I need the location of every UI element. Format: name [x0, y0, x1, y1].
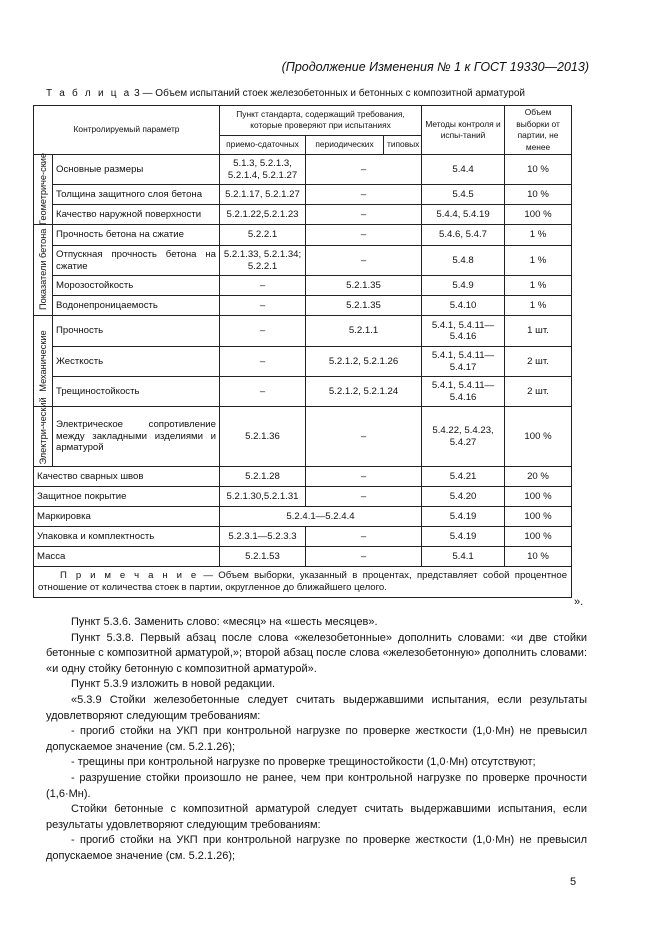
- table-row: [34, 225, 572, 246]
- cell-periodic: 5.2.1.2, 5.2.1.26: [306, 347, 422, 377]
- cell-volume: 10 %: [505, 185, 572, 205]
- cell-param: Электрическое сопротивление между закладными изделиями и арматурой: [53, 407, 220, 467]
- cell-methods: 5.4.21: [422, 467, 505, 487]
- cell-methods: 5.4.20: [422, 487, 505, 507]
- cell-param: Жесткость: [53, 347, 220, 377]
- cell-param: Масса: [34, 547, 220, 567]
- cell-periodic: –: [306, 185, 422, 205]
- cell-methods: 5.4.19: [422, 527, 505, 547]
- cell-param: Водонепроницаемость: [53, 296, 220, 316]
- header-acceptance: приемо-сдаточных: [220, 135, 306, 154]
- group-electric: [34, 396, 53, 467]
- cell-volume: 20 %: [505, 467, 572, 487]
- document-header: (Продолжение Изменения № 1 к ГОСТ 19330—2013): [281, 60, 589, 74]
- cell-param: Отпускная прочность бетона на сжатие: [53, 246, 220, 276]
- cell-volume: 1 %: [505, 225, 572, 246]
- cell-periodic: –: [306, 547, 422, 567]
- group-label: Электри-ческий: [37, 396, 48, 464]
- table-row: [34, 205, 572, 225]
- paragraph: - прогиб стойки на УКП при контрольной нагрузке по проверке жесткости (1,0·Mн) не превысил допускаемое значение (см. 5.2.1.26);: [46, 834, 587, 862]
- cell-volume: 1 %: [505, 276, 572, 296]
- cell-param: Трещиностойкость: [53, 377, 220, 407]
- cell-periodic: –: [306, 467, 422, 487]
- cell-periodic: –: [306, 246, 422, 276]
- cell-periodic: 5.2.1.2, 5.2.1.24: [306, 377, 422, 407]
- cell-acceptance: 5.2.1.53: [220, 547, 306, 567]
- cell-volume: 100 %: [505, 205, 572, 225]
- cell-param: Упаковка и комплектность: [34, 527, 220, 547]
- cell-periodic: 5.2.1.35: [306, 276, 422, 296]
- cell-acceptance: 5.2.1.17, 5.2.1.27: [220, 185, 306, 205]
- cell-methods: 5.4.1, 5.4.11—5.4.17: [422, 347, 505, 377]
- cell-acceptance: 5.2.1.36: [220, 407, 306, 467]
- cell-acceptance: 5.2.1.30,5.2.1.31: [220, 487, 306, 507]
- table-note: [34, 567, 572, 598]
- group-geometric: [34, 152, 53, 225]
- cell-acceptance: –: [220, 377, 306, 407]
- group-indicators: [34, 225, 53, 316]
- cell-volume: 2 шт.: [505, 377, 572, 407]
- cell-methods: 5.4.8: [422, 246, 505, 276]
- cell-volume: 100 %: [505, 507, 572, 527]
- cell-acceptance: 5.1.3, 5.2.1.3, 5.2.1.4, 5.2.1.27: [220, 155, 306, 185]
- cell-volume: 1 %: [505, 246, 572, 276]
- tests-volume-table: [33, 105, 572, 598]
- cell-volume: 2 шт.: [505, 347, 572, 377]
- paragraph: Пункт 5.3.6. Заменить слово: «месяц» на «шесть месяцев».: [71, 616, 378, 628]
- paragraph: «5.3.9 Стойки железобетонные следует считать выдержавшими испытания, если результаты удовлетворяют следующим требованиям:: [46, 693, 587, 722]
- header-volume: Объем выборки от партии, не менее: [505, 106, 572, 155]
- paragraph: - прогиб стойки на УКП при контрольной нагрузке по проверке жесткости (1,0·Mн) не превысил допускаемое значение (см. 5.2.1.26);: [46, 725, 587, 753]
- paragraph: - трещины при контрольной нагрузке по проверке трещиностойкости (1,0·Mн) отсутствуют;: [71, 756, 536, 769]
- note-text: — Объем выборки, указанный в процентах, представляет собой процентное отношение от количества стоек в партии, округленное до ближайшего целого.: [38, 570, 568, 593]
- paragraph: Пункт 5.3.9 изложить в новой редакции.: [71, 678, 276, 691]
- cell-param: Защитное покрытие: [34, 487, 220, 507]
- closing-quote: ».: [574, 596, 584, 608]
- table-row: [34, 407, 572, 467]
- table-row: [34, 296, 572, 316]
- cell-methods: 5.4.19: [422, 507, 505, 527]
- cell-param: Толщина защитного слоя бетона: [53, 185, 220, 205]
- group-label: Механические: [37, 330, 48, 392]
- page-number: 5: [570, 876, 577, 888]
- table-row: [34, 185, 572, 205]
- cell-methods: 5.4.1: [422, 547, 505, 567]
- body-text: [46, 615, 587, 865]
- cell-volume: 10 %: [505, 547, 572, 567]
- cell-methods: 5.4.4: [422, 155, 505, 185]
- table-caption: [46, 88, 525, 99]
- header-standard: Пункт стандарта, содержащий требования, которые проверяют при испытаниях: [220, 106, 422, 136]
- cell-volume: 100 %: [505, 407, 572, 467]
- cell-acceptance: 5.2.1.33, 5.2.1.34; 5.2.2.1: [220, 246, 306, 276]
- table-row: [34, 316, 572, 347]
- cell-acceptance: 5.2.2.1: [220, 225, 306, 246]
- table-row: [34, 246, 572, 276]
- paragraph: Стойки бетонные с композитной арматурой следует считать выдержавшими испытания, если результаты удовлетворяют следующим требованиям:: [46, 803, 587, 831]
- cell-methods: 5.4.9: [422, 276, 505, 296]
- cell-periodic: –: [306, 205, 422, 225]
- cell-merged-points: 5.2.4.1—5.2.4.4: [220, 507, 422, 527]
- cell-volume: 1 %: [505, 296, 572, 316]
- table-row: [34, 547, 572, 567]
- cell-periodic: –: [306, 487, 422, 507]
- paragraph: - разрушение стойки произошло не ранее, чем при контрольной нагрузке по проверке прочности (1,6·Mн).: [46, 771, 587, 800]
- cell-param: Маркировка: [34, 507, 220, 527]
- cell-methods: 5.4.6, 5.4.7: [422, 225, 505, 246]
- cell-methods: 5.4.1, 5.4.11—5.4.16: [422, 316, 505, 347]
- cell-acceptance: 5.2.1.22,5.2.1.23: [220, 205, 306, 225]
- cell-acceptance: –: [220, 347, 306, 377]
- cell-methods: 5.4.5: [422, 185, 505, 205]
- cell-volume: 1 шт.: [505, 316, 572, 347]
- table-caption-label: Т а б л и ц а: [46, 88, 132, 99]
- cell-acceptance: –: [220, 296, 306, 316]
- cell-volume: 100 %: [505, 487, 572, 507]
- group-label: Геометриче-ские: [37, 152, 48, 225]
- cell-methods: 5.4.4, 5.4.19: [422, 205, 505, 225]
- cell-volume: 100 %: [505, 527, 572, 547]
- cell-periodic: –: [306, 155, 422, 185]
- cell-periodic: 5.2.1.35: [306, 296, 422, 316]
- cell-periodic: –: [306, 527, 422, 547]
- note-label: П р и м е ч а н и е: [60, 570, 199, 581]
- table-note-row: [34, 567, 572, 598]
- table-row: [34, 487, 572, 507]
- cell-param: Прочность: [53, 316, 220, 347]
- cell-periodic: –: [306, 407, 422, 467]
- cell-param: Качество наружной поверхности: [53, 205, 220, 225]
- table-row: [34, 347, 572, 377]
- table-row: [34, 527, 572, 547]
- cell-acceptance: –: [220, 316, 306, 347]
- cell-param: Морозостойкость: [53, 276, 220, 296]
- cell-periodic: 5.2.1.1: [306, 316, 422, 347]
- header-periodic: периодических: [306, 135, 384, 154]
- table-row: [34, 507, 572, 527]
- cell-acceptance: –: [220, 276, 306, 296]
- cell-periodic: –: [306, 225, 422, 246]
- table-row: [34, 276, 572, 296]
- paragraph: Пункт 5.3.8. Первый абзац после слова «железобетонные» дополнить словами: «и две стойки бетонные с композитной арматурой,»; второй абзац после слова «железобетонную» дополнить словами: «и одну стойку бетонную с композитной арматурой».: [46, 631, 587, 675]
- group-label: Показатели бетона: [37, 228, 48, 310]
- cell-acceptance: 5.2.1.28: [220, 467, 306, 487]
- table-row: [34, 467, 572, 487]
- cell-acceptance: 5.2.3.1—5.2.3.3: [220, 527, 306, 547]
- group-mechanical: [34, 316, 53, 407]
- cell-methods: 5.4.1, 5.4.11—5.4.16: [422, 377, 505, 407]
- header-methods: Методы контроля и испы-таний: [422, 106, 505, 155]
- cell-volume: 10 %: [505, 155, 572, 185]
- header-param: Контролируемый параметр: [34, 106, 220, 155]
- table-caption-text: 3 — Объем испытаний стоек железобетонных и бетонных с композитной арматурой: [131, 88, 526, 99]
- cell-param: Основные размеры: [53, 155, 220, 185]
- table-row: [34, 377, 572, 407]
- cell-param: Прочность бетона на сжатие: [53, 225, 220, 246]
- header-type: типовых: [384, 135, 422, 154]
- cell-methods: 5.4.22, 5.4.23, 5.4.27: [422, 407, 505, 467]
- cell-methods: 5.4.10: [422, 296, 505, 316]
- table-row: [34, 155, 572, 185]
- cell-param: Качество сварных швов: [34, 467, 220, 487]
